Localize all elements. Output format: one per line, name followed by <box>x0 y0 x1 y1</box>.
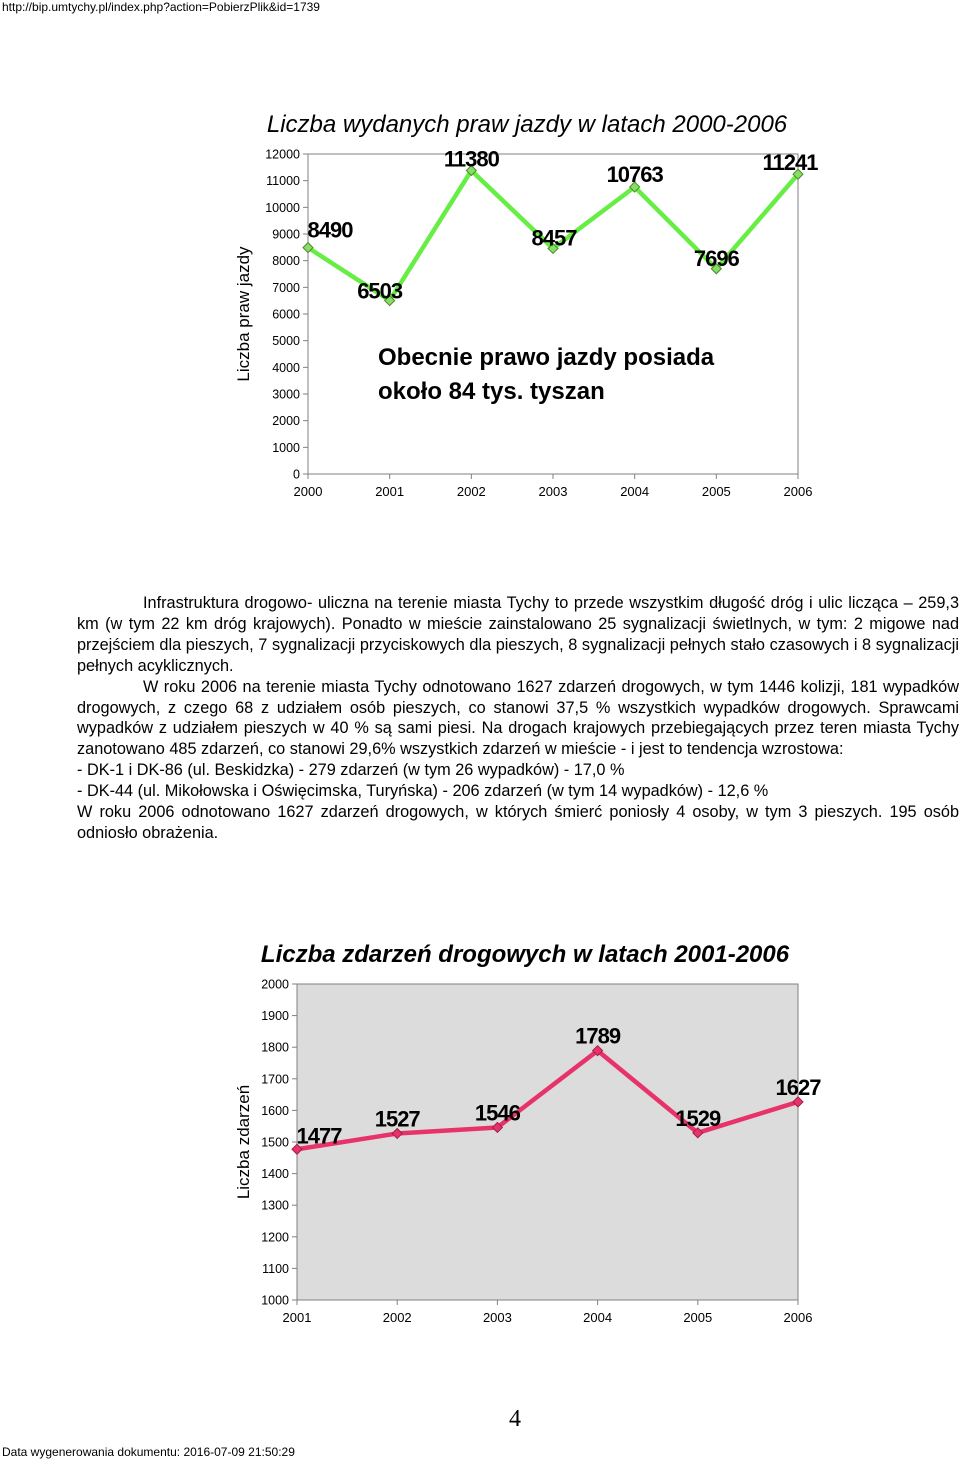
chart-title: Liczba zdarzeń drogowych w latach 2001-2006 <box>260 941 790 968</box>
y-tick-label: 1200 <box>261 1230 289 1245</box>
paragraph-infrastructure: Infrastruktura drogowo- uliczna na terenie miasta Tychy to przede wszystkim długość dróg i ulic licząca – 259,3 km (w tym 22 km dróg krajowych). Ponadto w mieście zainstalowano 25 sygnalizacji świetlnych, w tym: 2 migowe nad przejściem dla pieszych, 7 sygnalizacji przyciskowych dla pieszych, 8 sygnalizacji pełnych stało czasowych i 8 sygnalizacji pełnych acyklicznych. <box>77 594 959 675</box>
data-label: 11380 <box>443 146 499 172</box>
x-tick-label: 2003 <box>482 1310 512 1325</box>
x-tick-label: 2002 <box>456 484 486 499</box>
y-tick-label: 1700 <box>261 1072 289 1087</box>
source-url: http://bip.umtychy.pl/index.php?action=PobierzPlik&id=1739 <box>2 0 320 14</box>
paragraph-accidents: W roku 2006 na terenie miasta Tychy odnotowano 1627 zdarzeń drogowych, w tym 1446 kolizji, 181 wypadków drogowych, z czego 68 z udziałem osób pieszych, co stanowi 37,5 % wszystkich wypadków drogowych. Sprawcami wypadków z udziałem pieszych w 40 % są sami piesi. Na drogach krajowych przebiegających przez teren miasta Tychy zanotowano 485 zdarzeń, co stanowi 29,6% wszystkich zdarzeń w mieście - i jest to tendencja wzrostowa: <box>77 677 959 759</box>
y-axis-label: Liczba praw jazdy <box>234 246 253 382</box>
x-tick-label: 2001 <box>375 484 405 499</box>
x-tick-label: 2000 <box>293 484 323 499</box>
chart-annotation: około 84 tys. tyszan <box>378 378 605 405</box>
y-tick-label: 1800 <box>261 1040 289 1055</box>
data-label: 11241 <box>762 150 818 176</box>
chart-title: Liczba wydanych praw jazdy w latach 2000-2006 <box>266 111 788 138</box>
y-tick-label: 1500 <box>261 1135 289 1150</box>
y-tick-label: 12000 <box>265 147 300 162</box>
y-tick-label: 0 <box>293 467 300 482</box>
y-tick-label: 1400 <box>261 1167 289 1182</box>
y-tick-label: 3000 <box>272 387 300 402</box>
plot-area <box>297 984 798 1300</box>
x-tick-label: 2003 <box>538 484 568 499</box>
data-label: 1546 <box>474 1100 520 1126</box>
y-tick-label: 10000 <box>265 200 300 215</box>
y-axis-label: Liczba zdarzeń <box>234 1084 253 1200</box>
y-tick-label: 6000 <box>272 307 300 322</box>
y-tick-label: 1100 <box>262 1261 289 1276</box>
y-tick-label: 7000 <box>272 280 300 295</box>
y-tick-label: 11000 <box>266 174 300 189</box>
data-label: 1789 <box>575 1023 621 1049</box>
data-label: 1529 <box>675 1105 721 1131</box>
x-tick-label: 2002 <box>382 1310 412 1325</box>
data-label: 1527 <box>374 1106 420 1132</box>
x-tick-label: 2005 <box>701 484 731 499</box>
data-label: 7696 <box>693 245 739 271</box>
chart-annotation: Obecnie prawo jazdy posiada <box>378 344 715 371</box>
data-label: 1477 <box>296 1123 342 1149</box>
data-label: 6503 <box>357 278 403 304</box>
data-label: 10763 <box>606 161 663 187</box>
y-tick-label: 1900 <box>261 1009 289 1024</box>
y-tick-label: 1600 <box>261 1103 289 1118</box>
list-item-dk1: - DK-1 i DK-86 (ul. Beskidzka) - 279 zdarzeń (w tym 26 wypadków) - 17,0 % <box>77 761 625 780</box>
paragraph-summary: W roku 2006 odnotowano 1627 zdarzeń drogowych, w których śmierć poniosły 4 osoby, w tym 3 pieszych. 195 osób odniosło obrażenia. <box>77 803 959 842</box>
data-label: 8490 <box>307 217 353 243</box>
y-tick-label: 8000 <box>272 254 300 269</box>
y-tick-label: 9000 <box>272 227 300 242</box>
x-tick-label: 2004 <box>620 484 650 499</box>
page-number: 4 <box>509 1406 521 1432</box>
x-tick-label: 2004 <box>583 1310 613 1325</box>
y-tick-label: 1000 <box>272 440 300 455</box>
x-tick-label: 2001 <box>282 1310 312 1325</box>
data-label: 8457 <box>531 225 577 251</box>
x-tick-label: 2005 <box>683 1310 713 1325</box>
list-item-dk44: - DK-44 (ul. Mikołowska i Oświęcimska, Turyńska) - 206 zdarzeń (w tym 14 wypadków) - 12,6 % <box>77 782 769 801</box>
y-tick-label: 1300 <box>261 1198 289 1213</box>
y-tick-label: 2000 <box>272 414 300 429</box>
x-tick-label: 2006 <box>783 484 813 499</box>
y-tick-label: 1000 <box>261 1293 289 1308</box>
x-tick-label: 2006 <box>783 1310 813 1325</box>
y-tick-label: 2000 <box>261 977 289 992</box>
data-label: 1627 <box>775 1074 821 1100</box>
y-tick-label: 5000 <box>272 334 300 349</box>
y-tick-label: 4000 <box>272 360 300 375</box>
generation-date: Data wygenerowania dokumentu: 2016-07-09 21:50:29 <box>2 1445 295 1459</box>
